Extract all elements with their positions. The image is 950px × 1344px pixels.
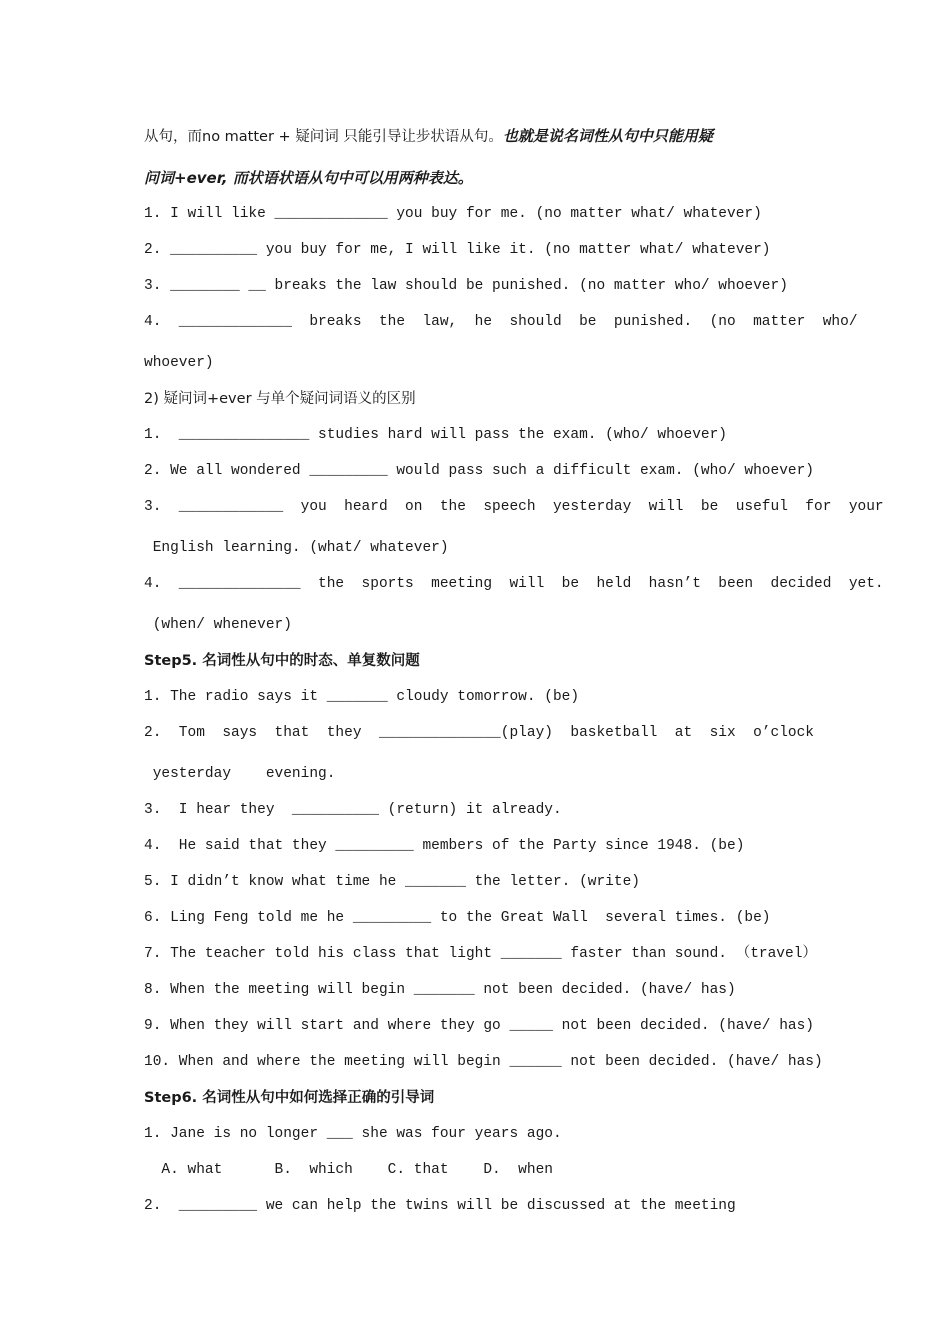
s1-question-2: 2. __________ you buy for me, I will like it. (no matter what/ whatever)	[144, 242, 771, 258]
intro-plain-text: 从句，而no matter + 疑问词 只能引导让步状语从句。	[144, 129, 503, 145]
step5-question-9: 9. When they will start and where they go _____ not been decided. (have/ has)	[144, 1018, 815, 1034]
s2-question-1: 1. _______________ studies hard will pass the exam. (who/ whoever)	[144, 427, 727, 443]
step5-question-4: 4. He said that they _________ members of the Party since 1948. (be)	[144, 838, 745, 854]
step5-question-6: 6. Ling Feng told me he _________ to the Great Wall several times. (be)	[144, 910, 771, 926]
step5-question-5: 5. I didn’t know what time he _______ the letter. (write)	[144, 874, 640, 890]
s1-question-3: 3. ________ __ breaks the law should be punished. (no matter who/ whoever)	[144, 278, 788, 294]
s2-question-4-continued: (when/ whenever)	[144, 617, 292, 633]
step5-question-2: 2. Tom says that they ______________(play) basketball at six o’clock	[144, 725, 815, 741]
s2-question-3: 3. ____________ you heard on the speech yesterday will be useful for your	[144, 499, 884, 515]
step5-question-7: 7. The teacher told his class that light _______ faster than sound. （travel）	[144, 946, 817, 962]
step5-question-3: 3. I hear they __________ (return) it already.	[144, 802, 562, 818]
s1-question-4-continued: whoever)	[144, 355, 214, 371]
step5-question-10: 10. When and where the meeting will begin ______ not been decided. (have/ has)	[144, 1054, 823, 1070]
step6-question-2: 2. _________ we can help the twins will be discussed at the meeting	[144, 1198, 736, 1214]
s1-question-1: 1. I will like _____________ you buy for me. (no matter what/ whatever)	[144, 206, 762, 222]
step6-question-1: 1. Jane is no longer ___ she was four years ago.	[144, 1126, 562, 1142]
s2-question-2: 2. We all wondered _________ would pass such a difficult exam. (who/ whoever)	[144, 463, 815, 479]
s1-question-4: 4. _____________ breaks the law, he should be punished. (no matter who/	[144, 314, 858, 330]
section-2-heading: 2) 疑问词+ever 与单个疑问词语义的区别	[144, 391, 416, 407]
step6-question-1-options: A. what B. which C. that D. when	[144, 1162, 553, 1178]
s2-question-3-continued: English learning. (what/ whatever)	[144, 540, 449, 556]
step6-heading: Step6. 名词性从句中如何选择正确的引导词	[144, 1090, 435, 1106]
intro-emphasis-text: 也就是说名词性从句中只能用疑	[502, 127, 713, 145]
step5-heading: Step5. 名词性从句中的时态、单复数问题	[144, 653, 420, 669]
intro-line-2: 问词+ever, 而状语状语从句中可以用两种表达。	[144, 169, 473, 187]
s2-question-4: 4. ______________ the sports meeting will be held hasn’t been decided yet.	[144, 576, 884, 592]
step5-question-8: 8. When the meeting will begin _______ not been decided. (have/ has)	[144, 982, 736, 998]
step5-question-1: 1. The radio says it _______ cloudy tomorrow. (be)	[144, 689, 580, 705]
intro-line-1	[144, 126, 713, 147]
step5-question-2-continued: yesterday evening.	[144, 766, 336, 782]
